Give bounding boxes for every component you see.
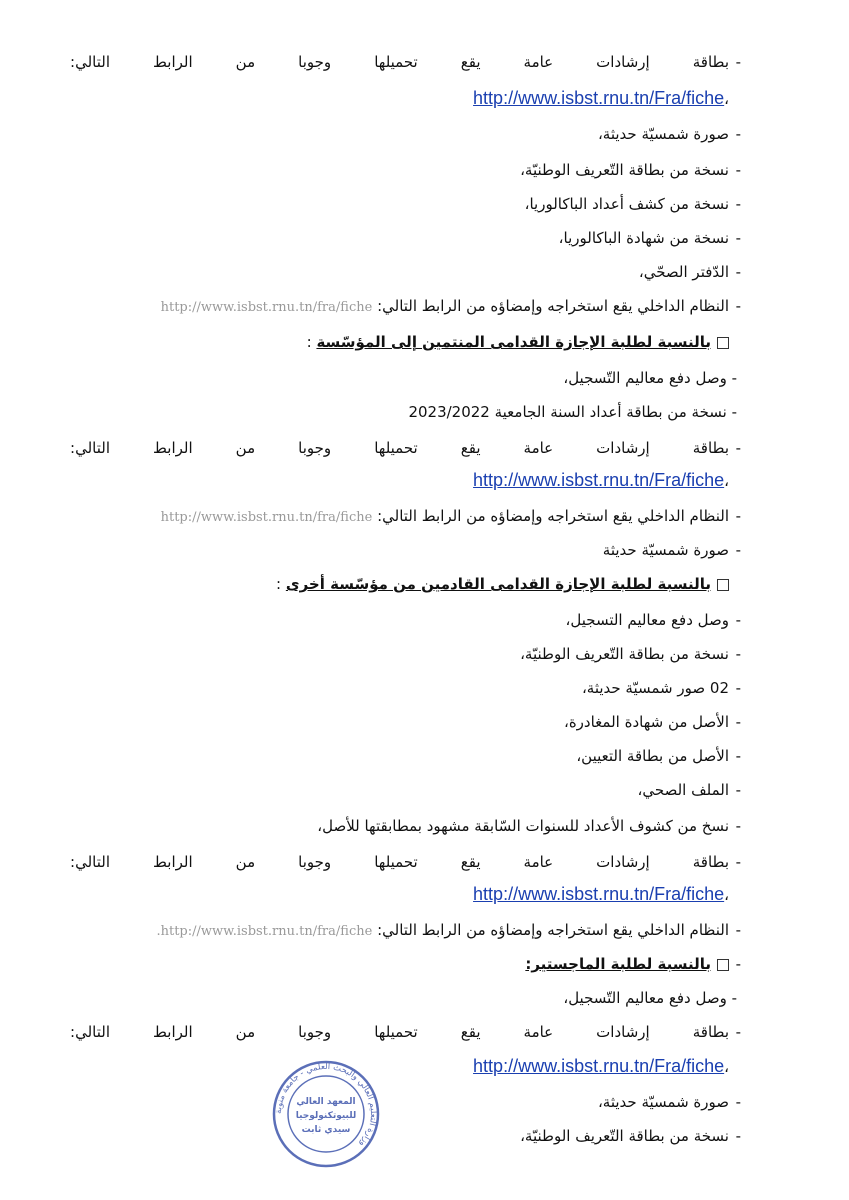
word: تحميلها xyxy=(374,53,418,71)
guide-card-url-line: ،http://www.isbst.rnu.tn/Fra/fiche xyxy=(473,470,729,490)
word: التالي: xyxy=(70,53,110,71)
list-item: - صورة شمسيّة حديثة، xyxy=(597,125,741,143)
rules-link[interactable]: http://www.isbst.rnu.tn/fra/fiche xyxy=(160,300,373,315)
guide-card-url-line: ،http://www.isbst.rnu.tn/Fra/fiche xyxy=(473,884,729,904)
list-item: - الدّفتر الصحّي، xyxy=(638,263,741,281)
list-item: - نسخ من كشوف الأعداد للسنوات السّابقة مشهود بمطابقتها للأصل، xyxy=(317,817,741,835)
guide-card-line: - بطاقة إرشادات عامة يقع تحميلها وجوبا من الرابط التالي: xyxy=(70,439,741,457)
guide-card-line: - بطاقة إرشادات عامة يقع تحميلها وجوبا من الرابط التالي: xyxy=(70,53,741,71)
stamp-line: للبيوتكنولوجيا xyxy=(295,1111,357,1121)
word: الرابط xyxy=(153,53,193,71)
list-item: - نسخة من بطاقة التّعريف الوطنيّة، xyxy=(520,1127,741,1145)
list-item: - النظام الداخلي يقع استخراجه وإمضاؤه من الرابط التالي: http://www.isbst.rnu.tn/fra/fiche xyxy=(160,507,741,525)
list-item: - الأصل من بطاقة التعيين، xyxy=(576,747,741,765)
word: عامة xyxy=(523,53,554,71)
list-item: - وصل دفع معاليم التسجيل، xyxy=(565,611,741,629)
stamp-line: المعهد العالي xyxy=(296,1097,356,1107)
stamp-line: سيدي ثابت xyxy=(301,1125,351,1135)
guide-card-line: - بطاقة إرشادات عامة يقع تحميلها وجوبا من الرابط التالي: xyxy=(70,853,741,871)
list-item: - نسخة من بطاقة أعداد السنة الجامعية 2023/2022 xyxy=(408,403,737,421)
list-item: - صورة شمسيّة حديثة، xyxy=(597,1093,741,1111)
section-heading: - بالنسبة لطلبة الماجستير: xyxy=(525,955,741,973)
rules-link[interactable]: http://www.isbst.rnu.tn/fra/fiche. xyxy=(156,924,373,939)
stamp-ring-text: وزارة التعليم العالي والبحث العلمي - جامعة منوبة xyxy=(273,1061,379,1149)
word: إرشادات xyxy=(596,53,650,71)
list-item: - صورة شمسيّة حديثة xyxy=(602,541,741,559)
guide-card-url-line: ،http://www.isbst.rnu.tn/Fra/fiche xyxy=(473,1056,729,1076)
section-heading: بالنسبة لطلبة الإجازة القدامى القادمين من مؤسّسة أخرى : xyxy=(70,574,729,594)
rules-link[interactable]: http://www.isbst.rnu.tn/fra/fiche xyxy=(160,510,373,525)
section-heading: بالنسبة لطلبة الإجازة القدامى المنتمين إلى المؤسّسة : xyxy=(70,332,729,352)
guide-card-url-line: ،http://www.isbst.rnu.tn/Fra/fiche xyxy=(473,88,729,108)
guide-card-link[interactable]: http://www.isbst.rnu.tn/Fra/fiche xyxy=(473,88,725,108)
list-item: - الأصل من شهادة المغادرة، xyxy=(563,713,741,731)
guide-card-link[interactable]: http://www.isbst.rnu.tn/Fra/fiche xyxy=(473,1056,725,1076)
guide-card-link[interactable]: http://www.isbst.rnu.tn/Fra/fiche xyxy=(473,884,725,904)
list-item: - النظام الداخلي يقع استخراجه وإمضاؤه من الرابط التالي: http://www.isbst.rnu.tn/fra/fiche. xyxy=(156,921,741,939)
guide-card-link[interactable]: http://www.isbst.rnu.tn/Fra/fiche xyxy=(473,470,725,490)
word: بطاقة xyxy=(692,53,729,71)
guide-card-line: - بطاقة إرشادات عامة يقع تحميلها وجوبا من الرابط التالي: xyxy=(70,1023,741,1041)
list-item: - نسخة من بطاقة التّعريف الوطنيّة، xyxy=(520,161,741,179)
list-item: - نسخة من بطاقة التّعريف الوطنيّة، xyxy=(520,645,741,663)
list-item: - الملف الصحي، xyxy=(637,781,741,799)
list-item: - وصل دفع معاليم التّسجيل، xyxy=(563,989,737,1007)
list-item: - 02 صور شمسيّة حديثة، xyxy=(581,679,741,697)
institution-stamp xyxy=(270,1058,382,1170)
list-item: - وصل دفع معاليم التّسجيل، xyxy=(563,369,737,387)
checkbox-icon xyxy=(717,337,729,349)
checkbox-icon xyxy=(717,959,729,971)
list-item: - نسخة من شهادة الباكالوريا، xyxy=(558,229,741,247)
word: يقع xyxy=(460,53,481,71)
checkbox-icon xyxy=(717,579,729,591)
list-item: - النظام الداخلي يقع استخراجه وإمضاؤه من الرابط التالي: http://www.isbst.rnu.tn/fra/fiche xyxy=(160,297,741,315)
word: وجوبا xyxy=(298,53,332,71)
list-item: - نسخة من كشف أعداد الباكالوريا، xyxy=(524,195,741,213)
word: من xyxy=(235,53,256,71)
